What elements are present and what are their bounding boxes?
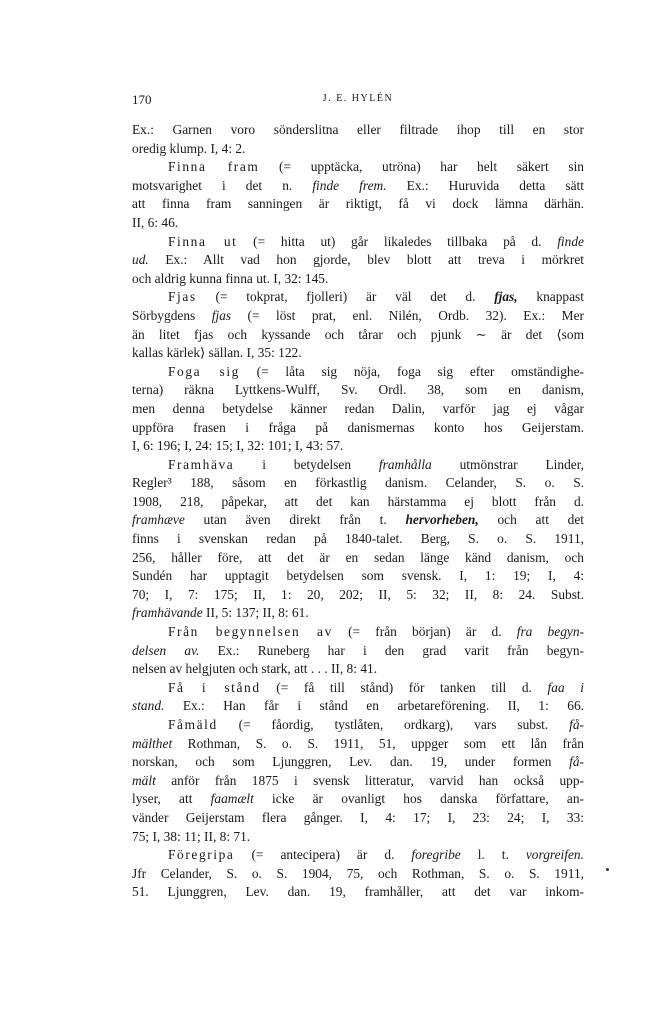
- text-run: Få i stånd: [168, 679, 261, 695]
- text-run: Föregripa: [168, 847, 235, 863]
- text-run: Finna ut: [168, 233, 238, 249]
- text-run: oredig klump. I, 4: 2.: [132, 140, 246, 156]
- text-run: 1908, 218, påpekar, att det kan härstamma ej blott från d.: [132, 493, 584, 509]
- text-line: [132, 363, 584, 382]
- text-run: lyser, att: [132, 791, 211, 807]
- margin-mark: [606, 868, 609, 871]
- text-run: motsvarighet i det n.: [132, 177, 313, 193]
- text-run: 70; I, 7: 175; II, 1: 20, 202; II, 5: 32; II, 8: 24. Subst.: [132, 586, 584, 602]
- text-run: Jfr Celander, S. o. S. 1904, 75, och Rothman, S. o. S. 1911,: [132, 865, 584, 881]
- text-line: [132, 233, 584, 252]
- text-run: Ex.: Runeberg har i den grad varit från begyn-: [199, 642, 584, 658]
- text-run: faa i: [547, 679, 584, 695]
- text-run: mälthet: [132, 735, 173, 751]
- text-run: foregribe: [411, 847, 461, 863]
- text-line: [132, 642, 584, 661]
- text-run: Finna fram: [168, 159, 260, 175]
- text-line: [132, 344, 584, 363]
- text-line: [132, 530, 584, 549]
- text-run: knappast: [517, 289, 584, 305]
- text-run: Regler³ 188, såsom en förkastlig danism. Celander, S. o. S.: [132, 475, 584, 491]
- text-line: [132, 511, 584, 530]
- text-line: [132, 660, 584, 679]
- page-body-text: [132, 121, 584, 902]
- text-run: (= från början) är d.: [332, 624, 517, 640]
- text-run: Rothman, S. o. S. 1911, 51, uppger som ett lån från: [172, 735, 584, 751]
- text-run: Fjas: [168, 289, 197, 305]
- text-line: [132, 456, 584, 475]
- text-run: delsen av.: [132, 642, 200, 658]
- text-line: [132, 883, 584, 902]
- text-run: Framhäva: [168, 456, 235, 472]
- text-run: (= upptäcka, utröna) har helt säkert sin: [259, 159, 584, 175]
- text-run: icke är ovanligt hos danska författare, an-: [253, 791, 584, 807]
- text-line: [132, 828, 584, 847]
- text-line: [132, 121, 584, 140]
- text-line: [132, 288, 584, 307]
- text-line: [132, 195, 584, 214]
- text-run: stand.: [132, 698, 165, 714]
- text-line: [132, 214, 584, 233]
- text-line: [132, 790, 584, 809]
- text-run: utan även direkt från t.: [184, 512, 406, 528]
- text-run: utmönstrar Linder,: [431, 456, 584, 472]
- text-run: fjas: [211, 307, 232, 323]
- text-line: [132, 158, 584, 177]
- text-run: Sörbygdens: [132, 307, 212, 323]
- text-run: Ex.: Allt vad hon gjorde, blev blott att treva i mörkret: [148, 252, 584, 268]
- text-line: [132, 697, 584, 716]
- text-line: [132, 381, 584, 400]
- text-run: fjas,: [494, 289, 518, 305]
- text-run: att finna fram sanningen är riktigt, få vi dock lämna därhän.: [132, 196, 584, 212]
- text-run: (= hitta ut) går likaledes tillbaka på d.: [237, 233, 558, 249]
- text-run: Sundén har upptagit betydelsen som svensk. I, 1: 19; I, 4:: [132, 568, 584, 584]
- text-line: [132, 270, 584, 289]
- text-line: [132, 846, 584, 865]
- text-run: Ex.: Garnen voro sönderslitna eller filtrade ihop till en stor: [132, 122, 584, 137]
- text-run: II, 5: 137; II, 8: 61.: [202, 605, 309, 621]
- text-line: [132, 865, 584, 884]
- text-run: nelsen av helgjuten och stark, att . . . II, 8: 41.: [132, 661, 378, 677]
- text-line: [132, 326, 584, 345]
- text-run: hervorheben,: [405, 512, 479, 528]
- page-number: 170: [132, 92, 152, 107]
- text-run: framhålla: [378, 456, 432, 472]
- text-run: (= få till stånd) för tanken till d.: [260, 679, 548, 695]
- text-run: vänder Geijerstam flera gånger. I, 4: 17; I, 23: 24; I, 33:: [132, 809, 584, 825]
- text-run: ud.: [132, 252, 149, 268]
- text-run: finde: [557, 233, 584, 249]
- text-line: [132, 567, 584, 586]
- text-run: 75; I, 38: 11; II, 8: 71.: [132, 828, 251, 844]
- text-run: Foga sig: [168, 363, 240, 379]
- text-run: och att det: [478, 512, 585, 528]
- text-line: [132, 419, 584, 438]
- text-run: anför från 1875 i svensk litteratur, varvid han också upp-: [155, 772, 584, 788]
- text-run: norskan, och som Ljunggren, Lev. dan. 19, under formen: [132, 754, 570, 770]
- text-line: [132, 716, 584, 735]
- text-run: mält: [132, 772, 156, 788]
- text-line: [132, 753, 584, 772]
- text-line: [132, 604, 584, 623]
- text-run: faamælt: [210, 791, 254, 807]
- text-run: finns i svenskan redan på 1840-talet. Berg, S. o. S. 1911,: [132, 531, 584, 547]
- text-run: Ex.: Han får i stånd en arbetareförening. II, 1: 66.: [164, 698, 584, 714]
- text-run: II, 6: 46.: [132, 214, 179, 230]
- text-run: 256, håller före, att det är en sedan länge känd danism, och: [132, 549, 584, 565]
- text-run: Ex.: Huruvida detta sätt: [386, 177, 584, 193]
- text-run: få-: [569, 717, 584, 732]
- text-line: [132, 679, 584, 698]
- text-run: framhæve: [132, 512, 185, 528]
- text-line: [132, 772, 584, 791]
- text-run: få-: [569, 754, 584, 770]
- text-run: (= fåordig, tystlåten, ordkarg), vars subst.: [217, 717, 570, 732]
- text-line: [132, 493, 584, 512]
- text-run: fra begyn-: [516, 624, 584, 640]
- text-line: [132, 437, 584, 456]
- text-line: [132, 251, 584, 270]
- text-line: [132, 809, 584, 828]
- text-line: [132, 177, 584, 196]
- text-run: kallas kärlek⟩ sällan. I, 35: 122.: [132, 345, 302, 361]
- text-run: i betydelsen: [234, 456, 379, 472]
- text-run: än litet fjas och kyssande och tårar och pjunk ∼ är det ⟨som: [132, 326, 584, 342]
- text-line: [132, 474, 584, 493]
- text-line: [132, 140, 584, 159]
- running-title: J. E. HYLÉN: [322, 93, 394, 104]
- text-run: framhävande: [132, 605, 203, 621]
- text-run: (= antecipera) är d.: [234, 847, 412, 863]
- text-line: [132, 623, 584, 642]
- text-run: uppföra frasen i fråga på danismernas konto hos Geijerstam.: [132, 419, 584, 435]
- text-run: vorgreifen.: [525, 847, 584, 863]
- text-run: Fåmäld: [168, 717, 218, 732]
- text-run: (= tokprat, fjolleri) är väl det d.: [196, 289, 495, 305]
- text-run: terna) räkna Lyttkens-Wulff, Sv. Ordl. 38, som en danism,: [132, 382, 584, 398]
- text-run: och aldrig kunna finna ut. I, 32: 145.: [132, 270, 329, 286]
- text-run: finde frem.: [312, 177, 387, 193]
- text-line: [132, 307, 584, 326]
- text-line: [132, 735, 584, 754]
- text-run: men denna betydelse känner redan Dalin, varför jag ej vågar: [132, 400, 584, 416]
- running-header: [132, 92, 584, 112]
- text-run: l. t.: [460, 847, 526, 863]
- text-run: (= låta sig nöja, foga sig efter omständighe-: [239, 363, 585, 379]
- text-line: [132, 549, 584, 568]
- text-line: [132, 400, 584, 419]
- text-line: [132, 586, 584, 605]
- text-run: Från begynnelsen av: [168, 624, 333, 640]
- text-run: (= löst prat, enl. Nilén, Ordb. 32). Ex.: Mer: [231, 307, 584, 323]
- text-run: 51. Ljunggren, Lev. dan. 19, framhåller, att det var inkom-: [132, 884, 584, 900]
- text-run: I, 6: 196; I, 24: 15; I, 32: 101; I, 43: 57.: [132, 438, 344, 454]
